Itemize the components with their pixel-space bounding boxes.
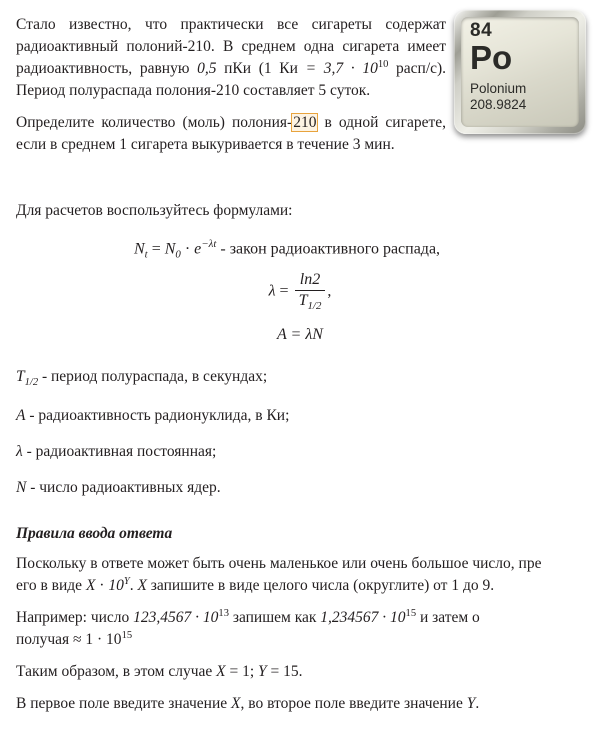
- def-text: - радиоактивная постоянная;: [26, 442, 217, 460]
- rules-paragraph-3: [16, 661, 584, 683]
- activity-formula: A = λN: [277, 325, 323, 343]
- example-number-2: 1,234567 · 10: [320, 609, 406, 627]
- def-text: - число радиоактивных ядер.: [30, 478, 221, 496]
- formula-activity: [16, 326, 584, 344]
- formula-n0-sub: 0: [175, 248, 181, 261]
- rules-text-1c: .: [129, 577, 138, 595]
- formula-nt: N: [134, 240, 145, 258]
- example-exp-3: 15: [121, 630, 133, 642]
- rules-text-1b: его в виде: [16, 577, 86, 595]
- formula-nt-sub: t: [144, 248, 148, 261]
- polonium-element-tile: [454, 10, 586, 134]
- example-exp-1: 13: [218, 608, 229, 620]
- rules-text-3a: Таким образом, в этом случае: [16, 663, 217, 681]
- rules-text-2d: получая ≈ 1 · 10: [16, 631, 122, 649]
- rules-text-3b: = 1;: [225, 663, 259, 681]
- rules-text-2c: и затем о: [416, 609, 480, 627]
- rules-x2: X: [137, 577, 147, 595]
- def-text: - период полураспада, в секундах;: [41, 367, 268, 385]
- rules-y4: Y: [466, 695, 476, 713]
- highlighted-isotope[interactable]: 210: [293, 114, 317, 132]
- rules-ten: 10: [108, 577, 124, 595]
- formula-exp-base: e: [194, 240, 202, 258]
- rules-paragraph-1: [16, 553, 584, 597]
- curie-tail: расп/с). Период полураспада полония-210 составляет 5 суток.: [16, 60, 447, 100]
- formula-exp-power: −λt: [201, 238, 217, 251]
- rules-text-4b: , во второе поле введите значение: [240, 695, 467, 713]
- lambda-equals: =: [279, 281, 289, 299]
- def-text: - радиоактивность радионуклида, в Ки;: [29, 406, 290, 424]
- rules-text-4a: В первое поле введите значение: [16, 695, 232, 713]
- definition-item: [16, 366, 584, 391]
- rules-paragraph-2: [16, 607, 584, 651]
- polonium-tile-inner: [461, 17, 579, 127]
- rules-x4: X: [231, 695, 241, 713]
- def-symbol: λ: [16, 442, 23, 460]
- rules-heading: Правила ввода ответа: [16, 524, 173, 542]
- problem-text-2b: в одной сигарете, если в среднем 1 сигарета выкуривается в течение 3 мин.: [16, 114, 446, 154]
- rules-text-1d: запишите в виде целого числа (округлите) от 1 до 9.: [146, 577, 495, 595]
- definition-item: [16, 477, 584, 499]
- atomic-number: 84: [470, 20, 493, 41]
- rules-x: X: [85, 577, 96, 595]
- spacer: [16, 166, 584, 200]
- rules-paragraph-4: [16, 693, 584, 715]
- fraction-denominator: [295, 291, 326, 312]
- rules-text-4c: .: [475, 695, 480, 713]
- formula-equals: =: [151, 240, 161, 258]
- formula-law-caption: - закон радиоактивного распада,: [220, 240, 441, 258]
- example-number-1: 123,4567 · 10: [133, 609, 219, 627]
- curie-value: = 3,7 · 10: [305, 60, 378, 78]
- problem-text-1: Стало известно, что практически все сигареты содержат радиоактивный полоний-210. В среднем одна сигарета имеет радиоактивность, равную: [16, 16, 446, 78]
- activity-value: 0,5: [197, 60, 217, 78]
- rules-y-exp: Y: [123, 575, 130, 587]
- formula-lambda: [16, 271, 584, 312]
- formulas-intro: Для расчетов воспользуйтесь формулами:: [16, 202, 293, 220]
- rules-text-1a: Поскольку в ответе может быть очень маленькое или очень большое число, пре: [16, 554, 542, 572]
- def-symbol: N: [16, 478, 27, 496]
- problem-paragraph-2: [16, 112, 446, 156]
- rules-text-2b: запишем как: [228, 609, 321, 627]
- rules-text-3c: = 15.: [266, 663, 303, 681]
- formula-dot: ·: [184, 240, 191, 258]
- atomic-mass: 208.9824: [470, 97, 527, 113]
- activity-unit: пКи: [224, 60, 252, 78]
- curie-open: (1 Ки: [258, 60, 298, 78]
- curie-exponent: 10: [377, 59, 389, 70]
- t-half-symbol: T: [298, 291, 308, 309]
- problem-text-2a: Определите количество (моль) полония-: [16, 114, 293, 132]
- formula-decay-law: [16, 238, 584, 261]
- t-half-sub: 1/2: [307, 299, 322, 312]
- definition-item: [16, 405, 584, 427]
- def-symbol: T: [16, 367, 25, 385]
- definitions-list: [16, 366, 584, 499]
- rules-text-2a: Например: число: [16, 609, 134, 627]
- def-symbol: A: [16, 406, 26, 424]
- rules-dot: ·: [95, 577, 109, 595]
- rules-y3: Y: [258, 663, 267, 681]
- example-exp-2: 15: [405, 608, 417, 620]
- fraction-numerator: ln2: [295, 271, 326, 291]
- lambda-comma: ,: [327, 281, 332, 299]
- element-name: Polonium: [470, 80, 527, 96]
- definition-item: [16, 441, 584, 463]
- element-symbol: Po: [470, 38, 513, 76]
- problem-paragraph-1: [16, 14, 446, 102]
- lambda-fraction: [295, 271, 326, 312]
- def-symbol-sub: 1/2: [24, 376, 39, 388]
- rules-x3: X: [216, 663, 226, 681]
- formula-n0: N: [164, 240, 176, 258]
- lambda-symbol: λ: [268, 281, 276, 299]
